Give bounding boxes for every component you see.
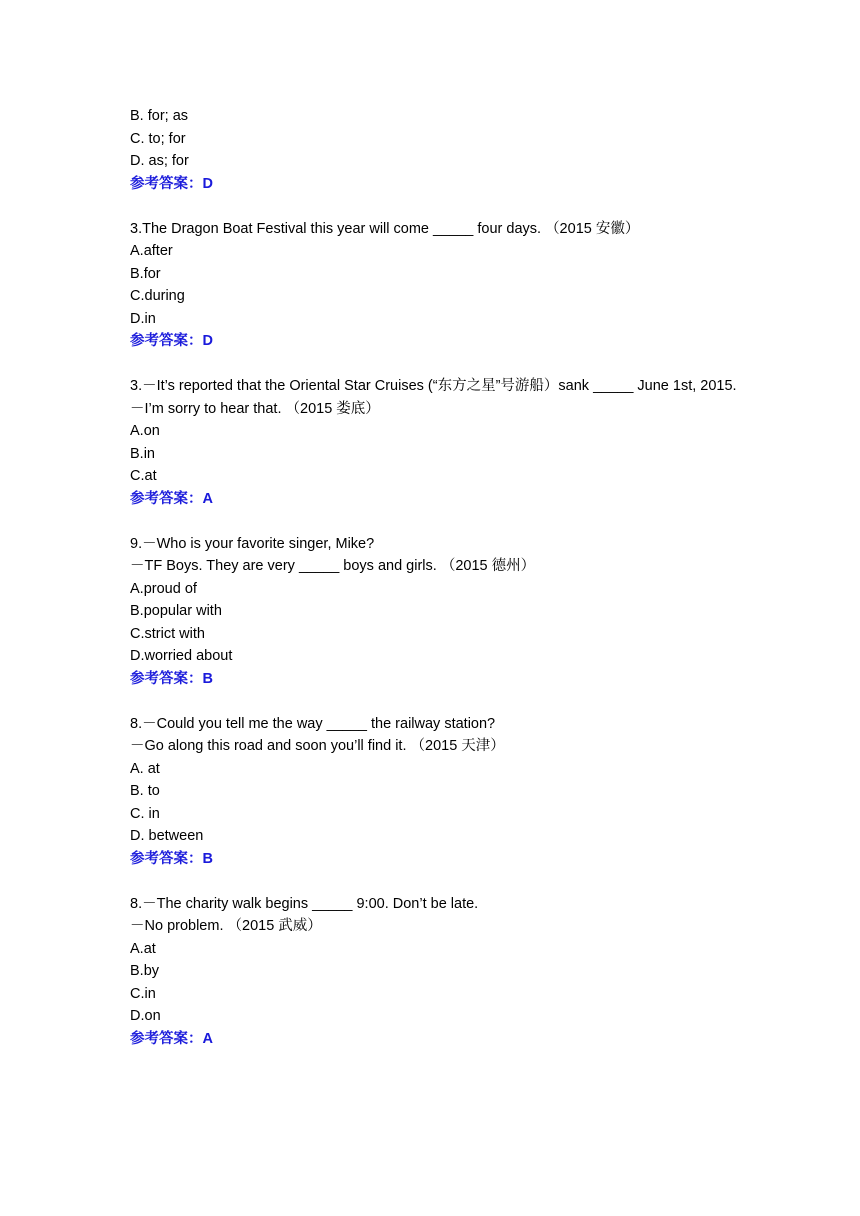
option: B.in: [130, 445, 155, 462]
question-block: [130, 218, 740, 353]
option: C.at: [130, 468, 157, 484]
answer-key: 参考答案：D: [130, 333, 213, 349]
option: A.proud of: [130, 580, 197, 597]
option: A. at: [130, 760, 160, 777]
question-response: －No problem. （2015 武威）: [130, 918, 322, 934]
question-response: －Go along this road and soon you’ll find it. （2015 天津）: [130, 738, 505, 754]
question-response: －TF Boys. They are very _____ boys and girls. （2015 德州）: [130, 558, 536, 574]
option: B.popular with: [130, 603, 222, 619]
option: C. to; for: [130, 130, 186, 147]
question-stem: 3.－It’s reported that the Oriental Star Cruises (“东方之星”号游船）sank _____ June 1st, 2015.: [130, 378, 737, 394]
option: B.by: [130, 963, 160, 979]
question-block: [130, 713, 740, 871]
answer-key: 参考答案：D: [130, 175, 213, 192]
option: C. in: [130, 805, 160, 822]
question-stem: 8.－The charity walk begins _____ 9:00. Don’t be late.: [130, 895, 479, 912]
option: B. to: [130, 783, 160, 799]
option: B. for; as: [130, 108, 189, 124]
answer-key: 参考答案：B: [130, 670, 213, 687]
option: C.during: [130, 288, 185, 304]
option: D. as; for: [130, 153, 189, 169]
question-block-continued: [130, 105, 740, 195]
answer-key: 参考答案：B: [130, 850, 213, 867]
document-page: [130, 105, 740, 1050]
option: D.worried about: [130, 648, 233, 664]
question-block: [130, 533, 740, 691]
question-block: [130, 893, 740, 1051]
question-stem: 8.－Could you tell me the way _____ the railway station?: [130, 715, 496, 732]
option: D.on: [130, 1008, 161, 1024]
question-stem: 9.－Who is your favorite singer, Mike?: [130, 535, 375, 552]
answer-key: 参考答案：A: [130, 490, 213, 507]
option: B.for: [130, 265, 161, 282]
option: D. between: [130, 828, 204, 844]
option: C.in: [130, 985, 156, 1002]
answer-key: 参考答案：A: [130, 1030, 213, 1047]
option: D.in: [130, 310, 156, 327]
option: A.at: [130, 940, 156, 957]
option: C.strict with: [130, 625, 205, 642]
option: A.on: [130, 423, 160, 439]
option: A.after: [130, 243, 173, 259]
question-stem: 3.The Dragon Boat Festival this year will come _____ four days. （2015 安徽）: [130, 220, 640, 237]
question-block: [130, 375, 740, 510]
question-response: －I’m sorry to hear that. （2015 娄底）: [130, 400, 380, 417]
